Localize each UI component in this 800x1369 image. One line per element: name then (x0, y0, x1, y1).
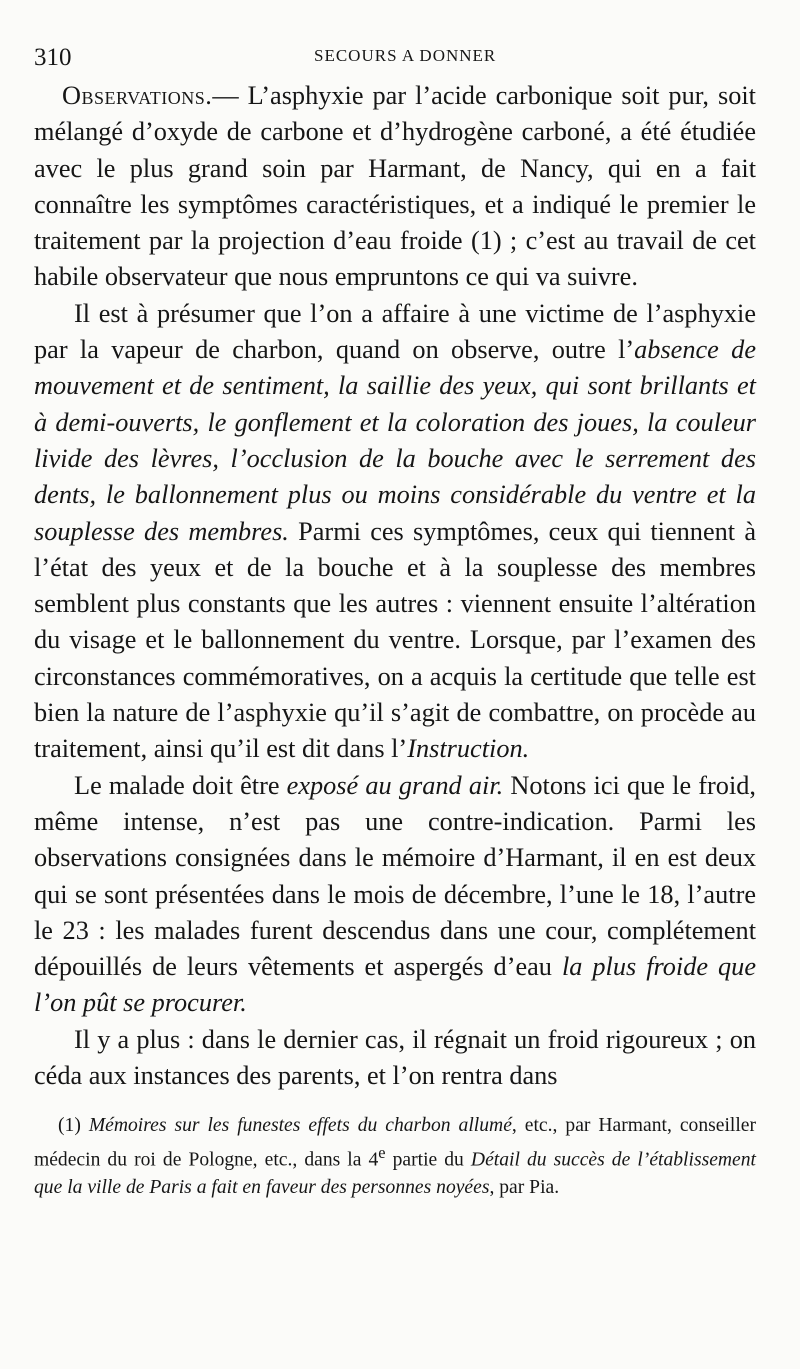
paragraph-cold (34, 1022, 756, 1095)
paragraph-text: Il y a plus : dans le dernier cas, il régnait un froid rigoureux ; on céda aux instances des parents, et l’on rentra dans (34, 1024, 756, 1091)
paragraph-text: Il est à présumer que l’on a affaire à une victime de l’asphyxie par la vapeur de charbon, quand on observe, outre l’ (34, 298, 756, 365)
paragraph-symptoms (34, 296, 756, 768)
paragraph-text: Notons ici que le froid, même intense, n’est pas une contre-indication. Parmi les observations consignées dans le mémoire d’Harmant, il en est deux qui se sont présentées dans le mois de décembre, l’une le 18, l’autre le 23 : les malades furent descendus dans une cour, complétement dépouillés de leurs vêtements et aspergés d’eau (34, 770, 756, 982)
paragraph-observations (34, 78, 756, 296)
footnote-text: partie du (385, 1149, 471, 1171)
footnote-italic: Mémoires sur les funestes effets du charbon allumé (88, 1115, 512, 1137)
footnote-superscript: e (378, 1143, 386, 1163)
footnote-text: , etc., par Harmant, conseiller médecin du roi de Pologne, etc., dans la 4 (34, 1115, 756, 1171)
italic-text: Instruction. (407, 734, 530, 764)
paragraph-text: — L’asphyxie par l’acide carbonique soit pur, soit mélangé d’oxyde de carbone et d’hydrogène carboné, a été étudiée avec le plus grand soin par Harmant, de Nancy, qui en a fait connaître les symptômes caractéristiques, et a indiqué le premier le traitement par la projection d’eau froide (1) ; c’est au travail de cet habile observateur que nous empruntons ce qui va suivre. (34, 81, 756, 292)
italic-text: exposé au grand air. (286, 770, 504, 800)
paragraph-text: Parmi ces symptômes, ceux qui tiennent à l’état des yeux et de la bouche et à la souplesse des membres semblent plus constants que les autres : viennent ensuite l’altération du visage et le ballonnement du ventre. Lorsque, par l’examen des circonstances commémoratives, on a acquis la certitude que telle est bien la nature de l’asphyxie qu’il s’agit de combattre, on procède au traitement, ainsi qu’il est dit dans l’ (34, 516, 756, 764)
paragraph-text: Le malade doit être (74, 770, 287, 800)
italic-text: absence de mouvement et de sentiment, la saillie des yeux, qui sont brillants et à demi-ouverts, le gonflement et la coloration des joues, la couleur livide des lèvres, l’occlusion de la bouche avec le serrement des dents, le ballonnement plus ou moins considérable du ventre et la souplesse des membres. (34, 335, 756, 546)
footnote-marker: (1) (58, 1115, 89, 1137)
footnote-italic: Détail du succès de l’établissement que la ville de Paris a fait en faveur des personnes noyées (34, 1149, 756, 1198)
running-head (34, 38, 756, 78)
paragraph-fresh-air (34, 768, 756, 1022)
page-number: 310 (34, 44, 72, 71)
italic-text: la plus froide que l’on pût se procurer. (34, 952, 756, 1018)
running-title: SECOURS A DONNER (314, 46, 497, 65)
footnote (34, 1112, 756, 1201)
section-lead: Observations. (62, 81, 213, 110)
footnote-text: , par Pia. (489, 1176, 560, 1198)
